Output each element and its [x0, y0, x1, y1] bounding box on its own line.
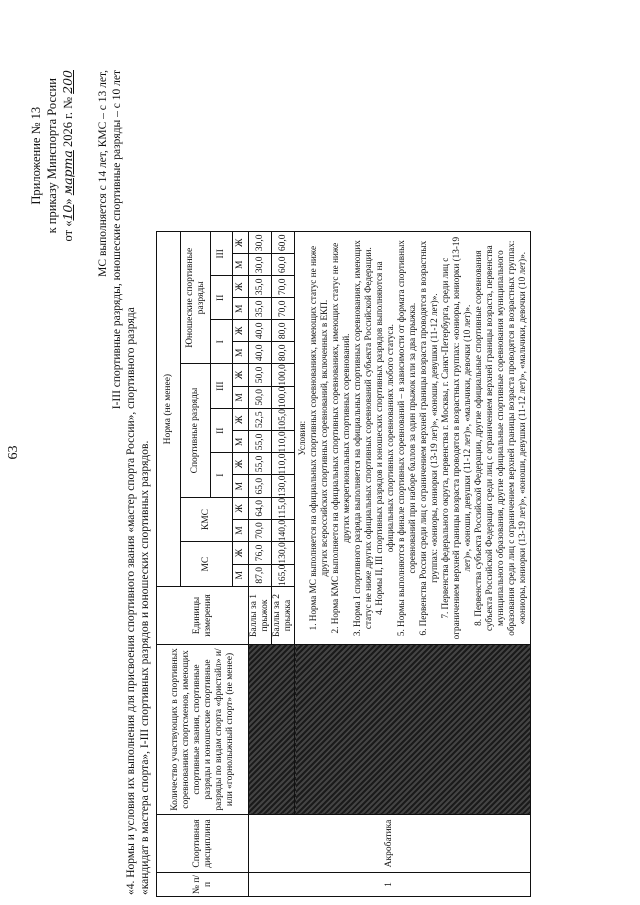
value-cell: 64,0	[249, 497, 272, 519]
header-youth-ranks: Юношеские спортивные разряды	[181, 232, 211, 364]
header-units: Единицы измерения	[157, 587, 249, 645]
appendix-header	[28, 70, 76, 241]
gender-zh: Ж	[233, 542, 249, 564]
redacted-cell	[295, 645, 531, 815]
header-sport-r2: II	[211, 409, 233, 453]
condition-item: 6. Первенства России среди лиц с ограничением верхней границы возраста проводятся в возрастных группах: «юниоры, юниорки (13-19 лет)», «юноши, девушки (11-12 лет)».	[418, 240, 439, 636]
value-cell: 70,0	[249, 519, 272, 541]
conditions-block	[295, 232, 531, 645]
header-sport-r1: I	[211, 453, 233, 497]
value-cell: 115,0	[272, 497, 295, 519]
table-row-points-1	[249, 232, 272, 897]
row-discipline: Акробатика	[249, 815, 531, 873]
header-ms: МС	[181, 542, 233, 587]
value-cell: 140,0	[272, 519, 295, 541]
gender-zh: Ж	[233, 453, 249, 475]
header-sport-r3: III	[211, 364, 233, 409]
value-cell: 60,0	[272, 254, 295, 276]
header-quantity: Количество участвующих в спортивных соревнованиях спортсменов, имеющих спортивные звания, спортивные разряды и юношеские спортивные разряды по видам спорта «фристайл» и/или «горнолыжный спорт» (не менее)	[157, 645, 249, 815]
page-number: 63	[6, 445, 21, 460]
condition-item: 1. Норма МС выполняется на официальных спортивных соревнованиях, имеющих статус не ниже других всероссийских спортивных соревнований, включенных в ЕКП.	[308, 245, 329, 631]
appendix-date-line	[60, 70, 76, 241]
condition-item: 2. Норма КМС выполняется на официальных спортивных соревнованиях, имеющих статус не ниже других межрегиональных спортивных соревнований.	[330, 242, 351, 634]
value-cell: 130,0	[272, 542, 295, 564]
row-num: 1	[249, 873, 531, 897]
appendix-order-ref: к приказу Минспорта России	[45, 78, 59, 234]
value-cell: 165,0	[272, 564, 295, 586]
norms-table	[156, 231, 531, 897]
value-cell: 100,0	[272, 364, 295, 386]
value-cell: 76,0	[249, 542, 272, 564]
age-notes	[96, 70, 124, 409]
date-month: марта	[60, 150, 75, 196]
redacted-cell	[249, 645, 295, 815]
value-cell: 70,0	[272, 276, 295, 298]
section-intro: «4. Нормы и условия их выполнения для присвоения спортивного звания «мастер спорта России», спортивного разряда «кандидат в мастера спорта», I-III спортивных разрядов и юношеских спортивных разрядов.	[125, 307, 151, 895]
date-prefix: от «	[61, 220, 75, 242]
condition-item: 4. Нормы II, III спортивных разрядов и юношеских спортивных разрядов выполняются на официальных спортивных соревнованиях любого статуса.	[374, 261, 395, 615]
value-cell: 110,0	[272, 431, 295, 453]
condition-item: 3. Норма I спортивного разряда выполняется на официальных спортивных соревнованиях, имеющих статус не ниже других официальных спортивных соревнований субъекта Российской Федерации.	[352, 240, 373, 637]
gender-m: М	[233, 564, 249, 586]
age-note-2: I-III спортивные разряды, юношеские спортивные разряды – с 10 лет	[111, 70, 123, 410]
header-kms: КМС	[181, 497, 233, 541]
header-youth-r2: II	[211, 276, 233, 320]
value-cell: 35,0	[249, 276, 272, 298]
condition-item: 5. Нормы выполняются в финале спортивных соревнований – в зависимости от формата спортивных соревнований при наборе баллов за один прыжок или за два прыжка.	[396, 240, 417, 637]
conditions-row	[295, 232, 531, 897]
value-cell: 87,0	[249, 564, 272, 586]
value-cell: 40,0	[249, 342, 272, 364]
condition-item: 7. Первенства федерального округа, первенства г. Москвы, г. Санкт-Петербурга, среди лиц с ограничением верхней границы возраста проводятся в возрастных группах: «юниоры, юниорки (13-19 лет)», «юноши, девушки (11-12 лет)», «мальчики, девочки (10 лет)».	[440, 236, 472, 640]
value-cell: 52,5	[249, 409, 272, 431]
date-year: 2026 г. №	[61, 93, 75, 151]
header-youth-r3: III	[211, 232, 233, 276]
value-cell: 70,0	[272, 298, 295, 320]
gender-zh: Ж	[233, 320, 249, 342]
header-sport-ranks: Спортивные разряды	[181, 364, 211, 498]
gender-m: М	[233, 431, 249, 453]
header-youth-r1: I	[211, 320, 233, 364]
gender-zh: Ж	[233, 497, 249, 519]
age-note-1: МС выполняется с 14 лет, КМС – с 13 лет,	[97, 70, 109, 277]
value-cell: 50,0	[249, 386, 272, 408]
value-cell: 30,0	[249, 232, 272, 254]
date-day: 10	[60, 204, 75, 221]
gender-m: М	[233, 342, 249, 364]
value-cell: 50,0	[249, 364, 272, 386]
gender-m: М	[233, 298, 249, 320]
value-cell: 80,0	[272, 320, 295, 342]
value-cell: 105,0	[272, 409, 295, 431]
header-norm: Норма (не менее)	[157, 232, 181, 587]
condition-item: 8. Первенства субъекта Российской Федерации, другие официальные спортивные соревнования субъекта Российской Федерации среди лиц с ограничением верхней границы возраста, первенства муниципального образования, другие официальные спортивные соревнования муниципального образования среди лиц с ограничением верхней границы возраста проводятся в возрастных группах: «юниоры, юниорки (13-19 лет)», «юноши, девушки (11-12 лет)», «мальчики, девочки (10 лет)».	[473, 240, 527, 636]
row-unit-1: Баллы за 1 прыжок	[249, 587, 272, 645]
order-number: 200	[60, 70, 75, 94]
value-cell: 110,0	[272, 453, 295, 475]
value-cell: 100,0	[272, 386, 295, 408]
date-sep: »	[61, 195, 75, 205]
gender-zh: Ж	[233, 409, 249, 431]
value-cell: 60,0	[272, 232, 295, 254]
header-num: № п/п	[157, 873, 249, 897]
value-cell: 65,0	[249, 475, 272, 497]
gender-zh: Ж	[233, 364, 249, 386]
row-unit-2: Баллы за 2 прыжка	[272, 587, 295, 645]
gender-m: М	[233, 475, 249, 497]
value-cell: 80,0	[272, 342, 295, 364]
value-cell: 55,0	[249, 431, 272, 453]
condition-title: Условия:	[297, 420, 307, 456]
value-cell: 30,0	[249, 254, 272, 276]
value-cell: 130,0	[272, 475, 295, 497]
gender-zh: Ж	[233, 232, 249, 254]
gender-m: М	[233, 254, 249, 276]
value-cell: 55,0	[249, 453, 272, 475]
gender-m: М	[233, 386, 249, 408]
gender-m: М	[233, 519, 249, 541]
value-cell: 40,0	[249, 320, 272, 342]
appendix-title: Приложение № 13	[29, 106, 43, 205]
value-cell: 35,0	[249, 298, 272, 320]
gender-zh: Ж	[233, 276, 249, 298]
header-discipline: Спортивная дисциплина	[157, 815, 249, 873]
